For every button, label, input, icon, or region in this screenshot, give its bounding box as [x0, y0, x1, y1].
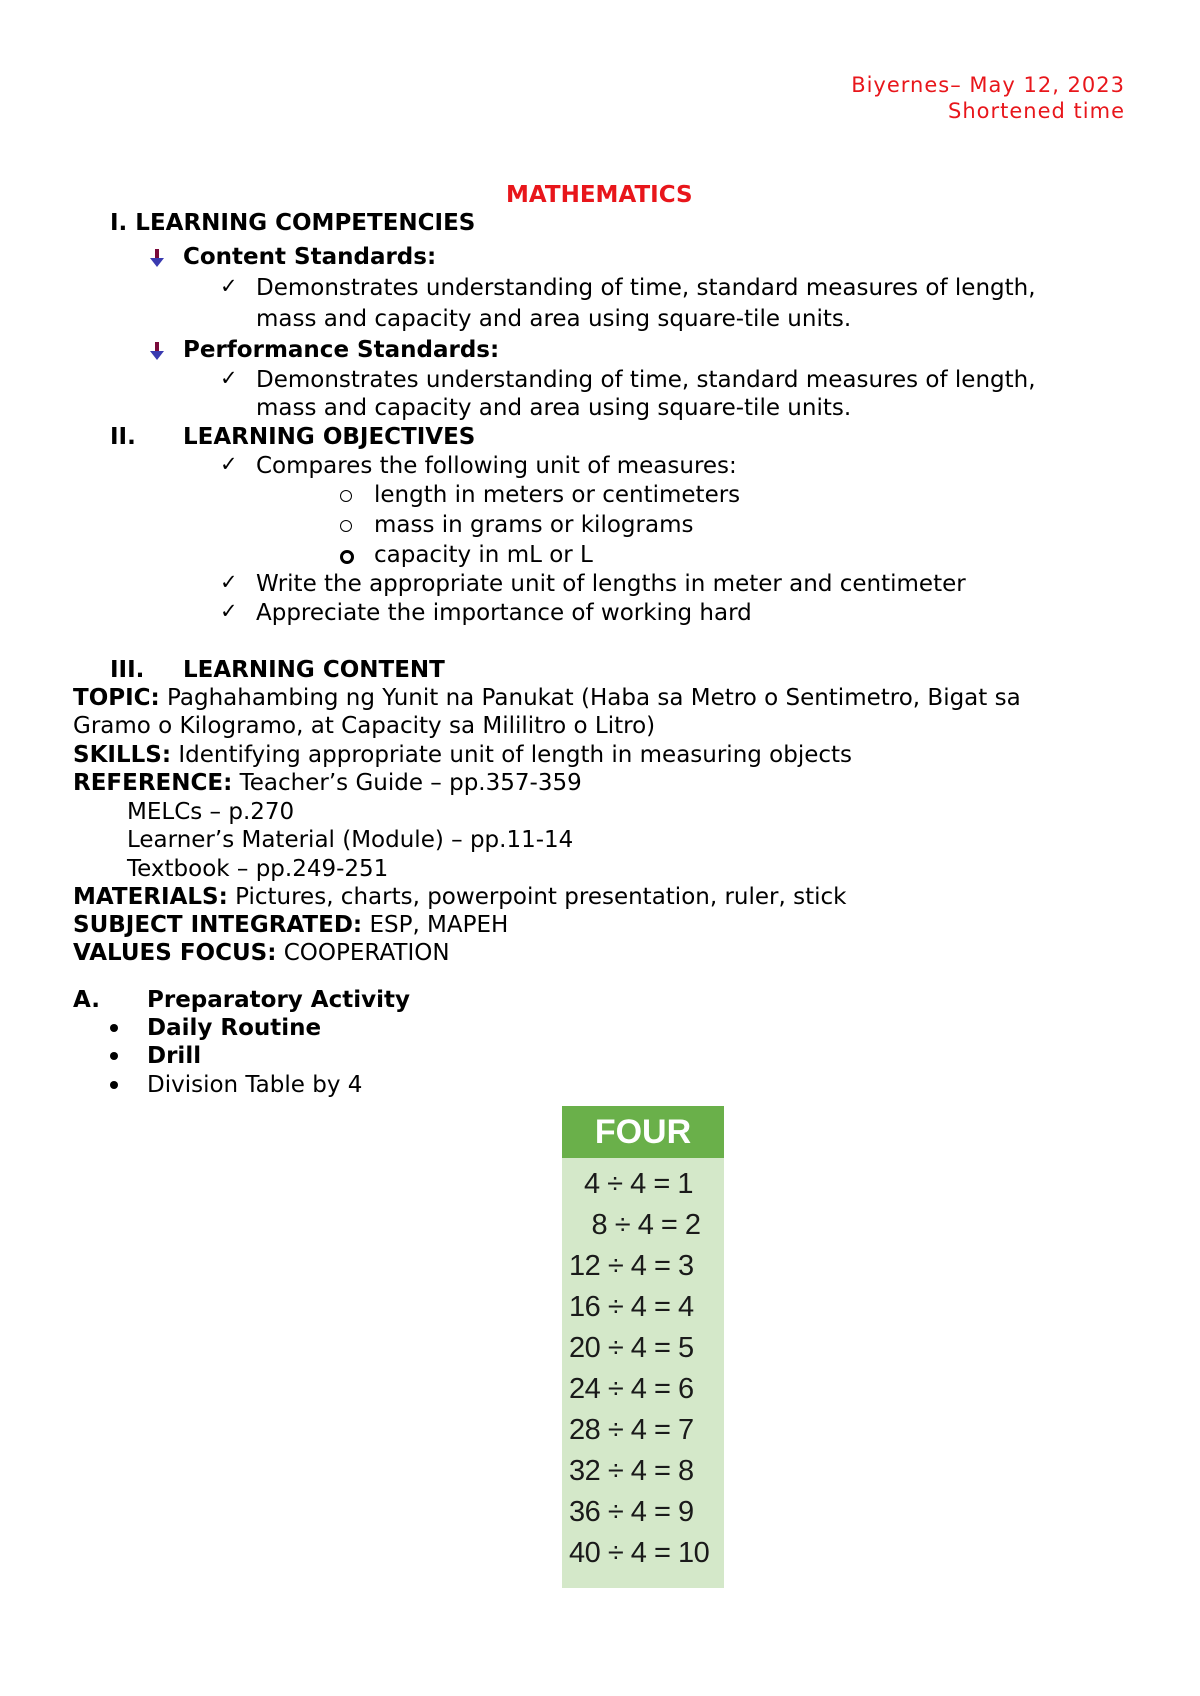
checkmark-icon: ✓ [220, 599, 238, 623]
reference-textbook: Textbook – pp.249-251 [127, 856, 389, 882]
bullet-dot-icon [110, 1081, 118, 1089]
circle-bullet-icon [340, 520, 352, 532]
division-row: 8 ÷ 4 = 2 [584, 1209, 701, 1241]
topic-line-2: Gramo o Kilogramo, at Capacity sa Mililitro o Litro) [73, 713, 656, 739]
division-row: 16 ÷ 4 = 4 [569, 1291, 694, 1323]
division-row: 4 ÷ 4 = 1 [584, 1168, 693, 1200]
values-focus-text: COOPERATION [283, 940, 450, 966]
content-standard-line-1: Demonstrates understanding of time, standard measures of length, [256, 275, 1036, 301]
values-focus-line [73, 939, 450, 967]
bullet-dot-icon [110, 1052, 118, 1060]
materials-text: Pictures, charts, powerpoint presentation, ruler, stick [235, 884, 847, 910]
subject-integrated-label: SUBJECT INTEGRATED: [73, 912, 363, 938]
performance-standard-line-1: Demonstrates understanding of time, standard measures of length, [256, 367, 1036, 393]
circle-bullet-icon [340, 490, 352, 502]
bullet-dot-icon [110, 1024, 118, 1032]
item-drill: Drill [147, 1043, 202, 1069]
materials-label: MATERIALS: [73, 884, 228, 910]
objective-1: Compares the following unit of measures: [256, 453, 737, 479]
section-2-numeral: II. [110, 424, 136, 450]
reference-line [73, 769, 582, 797]
division-row: 28 ÷ 4 = 7 [569, 1414, 694, 1446]
checkmark-icon: ✓ [220, 570, 238, 594]
page-title: MATHEMATICS [506, 182, 693, 208]
subject-integrated-line [73, 911, 508, 939]
division-row: 20 ÷ 4 = 5 [569, 1332, 694, 1364]
sub-objective-length: length in meters or centimeters [374, 482, 741, 508]
division-row: 36 ÷ 4 = 9 [569, 1496, 694, 1528]
item-daily-routine: Daily Routine [147, 1015, 322, 1041]
arrow-down-bullet-icon [150, 249, 164, 267]
skills-line [73, 741, 852, 769]
objective-2: Write the appropriate unit of lengths in meter and centimeter [256, 571, 966, 597]
subject-integrated-text: ESP, MAPEH [369, 912, 509, 938]
objective-3: Appreciate the importance of working hard [256, 600, 752, 626]
reference-melcs: MELCs – p.270 [127, 799, 295, 825]
header-date: Biyernes– May 12, 2023 [851, 73, 1125, 97]
skills-text: Identifying appropriate unit of length in measuring objects [178, 742, 853, 768]
division-row: 32 ÷ 4 = 8 [569, 1455, 694, 1487]
performance-standards-label: Performance Standards: [183, 337, 500, 363]
section-3-numeral: III. [110, 657, 145, 683]
section-a-heading: Preparatory Activity [147, 987, 410, 1013]
performance-standard-line-2: mass and capacity and area using square-tile units. [256, 395, 852, 421]
section-2-heading: LEARNING OBJECTIVES [183, 424, 476, 450]
reference-text: Teacher’s Guide – pp.357-359 [239, 770, 582, 796]
checkmark-icon: ✓ [220, 274, 238, 298]
reference-label: REFERENCE: [73, 770, 233, 796]
division-row: 12 ÷ 4 = 3 [569, 1250, 694, 1282]
reference-learners-material: Learner’s Material (Module) – pp.11-14 [127, 827, 574, 853]
section-1-heading: I. LEARNING COMPETENCIES [110, 210, 476, 236]
arrow-down-bullet-icon [150, 342, 164, 360]
section-a-letter: A. [73, 987, 100, 1013]
checkmark-icon: ✓ [220, 366, 238, 390]
topic-text: Paghahambing ng Yunit na Panukat (Haba sa Metro o Sentimetro, Bigat sa [167, 685, 1021, 711]
header-date-block [851, 72, 1125, 124]
content-standards-label: Content Standards: [183, 244, 437, 270]
item-division-table: Division Table by 4 [147, 1072, 363, 1098]
values-focus-label: VALUES FOCUS: [73, 940, 277, 966]
header-note: Shortened time [948, 99, 1125, 123]
circle-bullet-icon [340, 550, 354, 564]
topic-label: TOPIC: [73, 685, 160, 711]
materials-line [73, 883, 846, 911]
topic-line-1 [73, 684, 1021, 712]
content-standard-line-2: mass and capacity and area using square-tile units. [256, 306, 852, 332]
sub-objective-mass: mass in grams or kilograms [374, 512, 694, 538]
division-row: 40 ÷ 4 = 10 [569, 1537, 710, 1569]
section-3-heading: LEARNING CONTENT [183, 657, 445, 683]
checkmark-icon: ✓ [220, 452, 238, 476]
division-table-title: FOUR [562, 1106, 724, 1158]
division-row: 24 ÷ 4 = 6 [569, 1373, 694, 1405]
division-table-card [562, 1106, 724, 1588]
skills-label: SKILLS: [73, 742, 172, 768]
sub-objective-capacity: capacity in mL or L [374, 542, 593, 568]
